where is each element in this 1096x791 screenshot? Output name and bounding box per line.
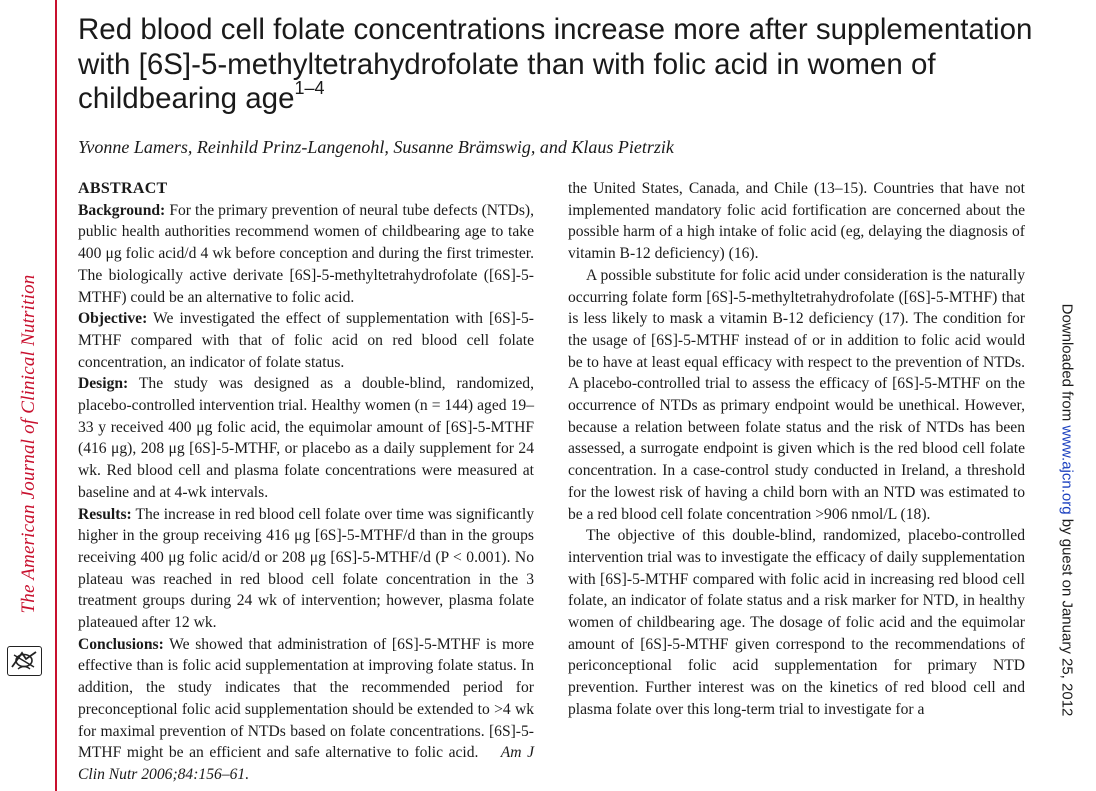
body-paragraph: The objective of this double-blind, randomized, placebo-controlled intervention trial was to investigate the efficacy of daily supplementation with [6S]-5-MTHF compared with folic acid in increasing red blood cell folate, an indicator of folate status and a risk marker for NTD, in healthy women of childbearing age. The dosage of folic acid and the equimolar amount of [6S]-5-MTHF given correspond to the recommendations of periconceptional folic acid supplementation for primary NTD prevention. Further interest was on the kinetics of red blood cell and plasma folate over this long-term trial to investigate for a bbox=[568, 527, 1025, 718]
abstract-citation: Am J Clin Nutr 2006;84:156–61. bbox=[78, 744, 535, 783]
body-paragraph: A possible substitute for folic acid under consideration is the naturally occurring folate form [6S]-5-methyltetrahydrofolate ([6S]-5-MTHF) that is less likely to mask a vitamin B-12 deficiency (17). The condition for the usage of [6S]-5-MTHF instead of or in addition to folic acid would be to have at least equal efficacy with respect to the prevention of NTDs. A placebo-controlled trial to assess the efficacy of [6S]-5-MTHF on the occurrence of NTDs as primary endpoint would be unethical. However, because a relation between folate status and the risk of NTDs has been assessed, a surrogate endpoint is given which is the red blood cell folate concentration. In a case-control study conducted in Ireland, a threshold for the lowest risk of having a child born with an NTD was estimated to be a red blood cell folate concentration >906 nmol/L (18). bbox=[568, 266, 1025, 523]
abstract-conclusions bbox=[78, 634, 534, 786]
section-text: For the primary prevention of neural tube defects (NTDs), public health authorities recommend women of childbearing age to take 400 μg folic acid/d 4 wk before conception and during the first trimester. The biologically active derivate [6S]-5-methyltetrahydrofolate ([6S]-5-MTHF) could be an alternative to folic acid. bbox=[78, 201, 534, 306]
journal-name-vertical: The American Journal of Clinical Nutrition bbox=[18, 274, 39, 614]
title-footnote-ref[interactable]: 1–4 bbox=[294, 78, 325, 98]
article-title-text: Red blood cell folate concentrations increase more after supplementation with [6S]-5-methyltetrahydrofolate than with folic acid in women of childbearing age bbox=[78, 13, 1033, 115]
download-prefix: Downloaded from bbox=[1058, 303, 1076, 426]
section-label: Results: bbox=[78, 505, 132, 523]
section-label: Conclusions: bbox=[78, 635, 164, 653]
section-text: We investigated the effect of supplementation with [6S]-5-MTHF compared with that of folic acid on red blood cell folate concentration, an indicator of folate status. bbox=[78, 310, 534, 371]
download-suffix: by guest on January 25, 2012 bbox=[1058, 514, 1076, 717]
abstract-results bbox=[78, 504, 534, 634]
abstract-objective bbox=[78, 308, 534, 373]
download-notice bbox=[1059, 304, 1076, 717]
article-title bbox=[78, 13, 1038, 117]
section-text: We showed that administration of [6S]-5-MTHF is more effective than is folic acid supplementation at improving folate status. In addition, the study indicates that the recommended period for preconceptional folic acid supplementation should be extended to >4 wk for maximal prevention of NTDs based on folate concentrations. [6S]-5-MTHF might be an efficient and safe alternative to folic acid. bbox=[78, 635, 534, 762]
ajcn-logo-icon bbox=[7, 646, 42, 676]
site-link[interactable]: www.ajcn.org bbox=[1058, 425, 1076, 515]
abstract-background bbox=[78, 200, 534, 309]
section-label: Background: bbox=[78, 201, 166, 219]
section-text: The study was designed as a double-blind, randomized, placebo-controlled intervention trial. Healthy women (n = 144) aged 19–33 y received 400 μg folic acid, the equimolar amount of [6S]-5-MTHF (416 μg), 208 μg [6S]-5-MTHF, or placebo as a daily supplement for 24 wk. Red blood cell and plasma folate concentrations were measured at baseline and at 4-wk intervals. bbox=[78, 375, 534, 501]
journal-red-rule bbox=[55, 0, 57, 791]
section-text: The increase in red blood cell folate over time was significantly higher in the group receiving 416 μg [6S]-5-MTHF/d than in the groups receiving 400 μg folic acid/d or 208 μg [6S]-5-MTHF/d (P < 0.001). No plateau was reached in red blood cell folate concentration in the 3 treatment groups during 24 wk of intervention; however, plasma folate plateaued after 12 wk. bbox=[78, 505, 535, 632]
author-list: Yvonne Lamers, Reinhild Prinz-Langenohl, Susanne Brämswig, and Klaus Pietrzik bbox=[78, 137, 674, 157]
abstract-heading: ABSTRACT bbox=[78, 180, 168, 197]
abstract-column bbox=[78, 178, 534, 786]
section-label: Design: bbox=[78, 375, 129, 393]
abstract-design bbox=[78, 373, 534, 503]
body-column bbox=[568, 178, 1025, 721]
section-label: Objective: bbox=[78, 310, 148, 328]
body-paragraph: the United States, Canada, and Chile (13–15). Countries that have not implemented mandatory folic acid fortification are concerned about the possible harm of a high intake of folic acid (eg, delaying the diagnosis of vitamin B-12 deficiency) (16). bbox=[568, 180, 1025, 263]
